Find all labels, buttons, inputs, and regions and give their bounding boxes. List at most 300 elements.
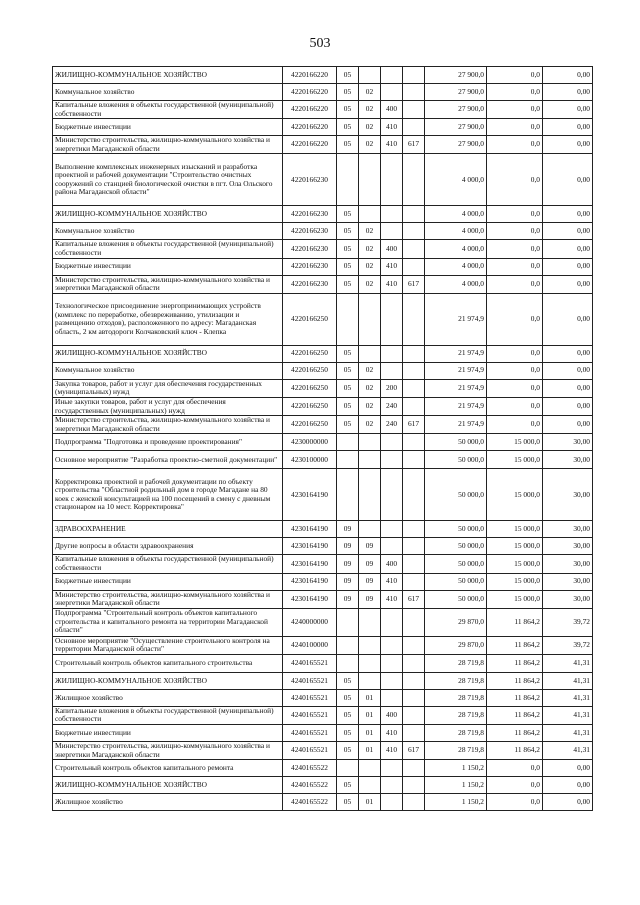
table-row [53, 206, 593, 223]
row-subsection-cell: 02 [359, 84, 381, 101]
row-actual-cell: 0,0 [487, 397, 543, 415]
table-row [53, 223, 593, 240]
row-subsection-cell: 02 [359, 101, 381, 119]
row-ministry-code-cell [403, 636, 425, 654]
row-percent-cell: 30,00 [543, 555, 593, 573]
row-ministry-code-cell [403, 555, 425, 573]
row-actual-cell: 0,0 [487, 206, 543, 223]
row-expense-type-cell [381, 636, 403, 654]
row-section-cell [337, 293, 359, 345]
row-code-cell: 4240165521 [283, 706, 337, 724]
row-expense-type-cell: 400 [381, 101, 403, 119]
table-row [53, 397, 593, 415]
row-name-cell: Капитальные вложения в объекты государственной (муниципальной) собственности [53, 555, 283, 573]
row-section-cell: 05 [337, 84, 359, 101]
row-subsection-cell [359, 654, 381, 672]
row-code-cell: 4220166250 [283, 416, 337, 434]
row-subsection-cell: 09 [359, 590, 381, 608]
row-plan-cell: 4 000,0 [425, 275, 487, 293]
row-actual-cell: 15 000,0 [487, 573, 543, 590]
row-actual-cell: 0,0 [487, 223, 543, 240]
row-subsection-cell: 02 [359, 362, 381, 379]
row-plan-cell: 1 150,2 [425, 777, 487, 794]
row-actual-cell: 0,0 [487, 275, 543, 293]
row-actual-cell: 11 864,2 [487, 672, 543, 689]
row-code-cell: 4240100000 [283, 636, 337, 654]
row-percent-cell: 0,00 [543, 206, 593, 223]
row-percent-cell: 39,72 [543, 636, 593, 654]
row-section-cell: 05 [337, 136, 359, 154]
row-subsection-cell [359, 636, 381, 654]
row-ministry-code-cell [403, 379, 425, 397]
row-plan-cell: 1 150,2 [425, 794, 487, 811]
row-actual-cell: 0,0 [487, 760, 543, 777]
row-code-cell: 4240165522 [283, 794, 337, 811]
row-name-cell: ЖИЛИЩНО-КОММУНАЛЬНОЕ ХОЗЯЙСТВО [53, 345, 283, 362]
table-row [53, 258, 593, 275]
row-actual-cell: 0,0 [487, 293, 543, 345]
row-name-cell: Коммунальное хозяйство [53, 362, 283, 379]
row-expense-type-cell [381, 521, 403, 538]
table-row [53, 469, 593, 521]
row-plan-cell: 50 000,0 [425, 469, 487, 521]
table-row [53, 119, 593, 136]
row-actual-cell: 0,0 [487, 416, 543, 434]
row-subsection-cell: 02 [359, 119, 381, 136]
row-ministry-code-cell [403, 469, 425, 521]
row-section-cell: 05 [337, 706, 359, 724]
row-name-cell: Бюджетные инвестиции [53, 725, 283, 742]
row-actual-cell: 15 000,0 [487, 590, 543, 608]
row-code-cell: 4240000000 [283, 608, 337, 636]
row-plan-cell: 28 719,8 [425, 672, 487, 689]
row-section-cell: 05 [337, 206, 359, 223]
row-subsection-cell [359, 760, 381, 777]
row-name-cell: Закупка товаров, работ и услуг для обеспечения государственных (муниципальных) нужд [53, 379, 283, 397]
row-percent-cell: 39,72 [543, 608, 593, 636]
row-code-cell: 4240165521 [283, 725, 337, 742]
row-ministry-code-cell [403, 119, 425, 136]
row-name-cell: Бюджетные инвестиции [53, 573, 283, 590]
row-code-cell: 4230164190 [283, 555, 337, 573]
table-row [53, 725, 593, 742]
row-actual-cell: 0,0 [487, 67, 543, 84]
row-expense-type-cell: 410 [381, 725, 403, 742]
row-actual-cell: 0,0 [487, 119, 543, 136]
row-expense-type-cell: 410 [381, 590, 403, 608]
row-section-cell [337, 760, 359, 777]
row-code-cell: 4230164190 [283, 469, 337, 521]
row-code-cell: 4240165522 [283, 777, 337, 794]
row-plan-cell: 4 000,0 [425, 154, 487, 206]
row-actual-cell: 11 864,2 [487, 654, 543, 672]
row-plan-cell: 28 719,8 [425, 725, 487, 742]
row-code-cell: 4230164190 [283, 538, 337, 555]
row-plan-cell: 21 974,9 [425, 345, 487, 362]
row-subsection-cell: 02 [359, 275, 381, 293]
row-actual-cell: 0,0 [487, 362, 543, 379]
row-expense-type-cell: 410 [381, 258, 403, 275]
row-subsection-cell: 02 [359, 416, 381, 434]
row-ministry-code-cell [403, 67, 425, 84]
row-percent-cell: 30,00 [543, 521, 593, 538]
row-subsection-cell [359, 672, 381, 689]
row-code-cell: 4220166250 [283, 362, 337, 379]
row-code-cell: 4240165521 [283, 689, 337, 706]
row-expense-type-cell: 240 [381, 416, 403, 434]
row-ministry-code-cell [403, 345, 425, 362]
row-section-cell: 05 [337, 345, 359, 362]
row-section-cell: 05 [337, 223, 359, 240]
row-plan-cell: 1 150,2 [425, 760, 487, 777]
row-subsection-cell [359, 521, 381, 538]
row-actual-cell: 15 000,0 [487, 521, 543, 538]
row-plan-cell: 50 000,0 [425, 590, 487, 608]
row-name-cell: Основное мероприятие "Разработка проектно-сметной документации" [53, 451, 283, 469]
row-name-cell: Жилищное хозяйство [53, 689, 283, 706]
row-ministry-code-cell [403, 538, 425, 555]
row-percent-cell: 30,00 [543, 469, 593, 521]
row-expense-type-cell: 410 [381, 119, 403, 136]
row-percent-cell: 0,00 [543, 416, 593, 434]
row-ministry-code-cell [403, 725, 425, 742]
table-row [53, 521, 593, 538]
row-ministry-code-cell [403, 706, 425, 724]
row-subsection-cell [359, 293, 381, 345]
row-ministry-code-cell: 617 [403, 416, 425, 434]
row-ministry-code-cell [403, 362, 425, 379]
row-expense-type-cell [381, 689, 403, 706]
row-plan-cell: 21 974,9 [425, 416, 487, 434]
row-ministry-code-cell [403, 451, 425, 469]
row-percent-cell: 30,00 [543, 451, 593, 469]
row-section-cell: 05 [337, 777, 359, 794]
table-row [53, 742, 593, 760]
row-subsection-cell [359, 777, 381, 794]
row-expense-type-cell [381, 293, 403, 345]
table-row [53, 101, 593, 119]
row-expense-type-cell: 200 [381, 379, 403, 397]
row-code-cell: 4240165521 [283, 654, 337, 672]
row-actual-cell: 15 000,0 [487, 434, 543, 451]
table-row [53, 416, 593, 434]
row-subsection-cell: 09 [359, 573, 381, 590]
row-ministry-code-cell [403, 434, 425, 451]
row-name-cell: ЖИЛИЩНО-КОММУНАЛЬНОЕ ХОЗЯЙСТВО [53, 67, 283, 84]
row-subsection-cell: 01 [359, 689, 381, 706]
table-row [53, 67, 593, 84]
row-plan-cell: 27 900,0 [425, 67, 487, 84]
row-name-cell: Министерство строительства, жилищно-коммунального хозяйства и энергетики Магаданской области [53, 416, 283, 434]
row-ministry-code-cell [403, 521, 425, 538]
row-code-cell: 4220166250 [283, 345, 337, 362]
row-name-cell: Коммунальное хозяйство [53, 223, 283, 240]
row-percent-cell: 30,00 [543, 538, 593, 555]
row-code-cell: 4220166230 [283, 223, 337, 240]
row-subsection-cell: 01 [359, 706, 381, 724]
row-code-cell: 4220166230 [283, 206, 337, 223]
row-plan-cell: 50 000,0 [425, 521, 487, 538]
row-section-cell: 05 [337, 379, 359, 397]
row-section-cell: 05 [337, 742, 359, 760]
table-row [53, 293, 593, 345]
row-ministry-code-cell: 617 [403, 136, 425, 154]
row-name-cell: Министерство строительства, жилищно-коммунального хозяйства и энергетики Магаданской области [53, 742, 283, 760]
row-ministry-code-cell [403, 223, 425, 240]
row-section-cell: 09 [337, 538, 359, 555]
row-section-cell [337, 636, 359, 654]
row-subsection-cell [359, 154, 381, 206]
row-subsection-cell: 01 [359, 725, 381, 742]
row-section-cell: 05 [337, 240, 359, 258]
row-percent-cell: 0,00 [543, 275, 593, 293]
row-name-cell: ЗДРАВООХРАНЕНИЕ [53, 521, 283, 538]
row-code-cell: 4220166250 [283, 293, 337, 345]
row-expense-type-cell: 400 [381, 555, 403, 573]
table-row [53, 573, 593, 590]
page-number: 503 [309, 36, 331, 51]
row-actual-cell: 15 000,0 [487, 538, 543, 555]
row-percent-cell: 0,00 [543, 293, 593, 345]
row-plan-cell: 27 900,0 [425, 119, 487, 136]
row-subsection-cell [359, 434, 381, 451]
row-name-cell: Жилищное хозяйство [53, 794, 283, 811]
row-code-cell: 4220166220 [283, 119, 337, 136]
table-row [53, 794, 593, 811]
row-percent-cell: 0,00 [543, 67, 593, 84]
row-expense-type-cell [381, 608, 403, 636]
table-row [53, 608, 593, 636]
table-row [53, 362, 593, 379]
row-percent-cell: 30,00 [543, 434, 593, 451]
row-subsection-cell [359, 67, 381, 84]
row-subsection-cell: 01 [359, 794, 381, 811]
row-plan-cell: 29 870,0 [425, 636, 487, 654]
row-section-cell: 05 [337, 725, 359, 742]
row-subsection-cell: 09 [359, 555, 381, 573]
row-ministry-code-cell: 617 [403, 742, 425, 760]
row-actual-cell: 15 000,0 [487, 469, 543, 521]
row-plan-cell: 21 974,9 [425, 293, 487, 345]
row-percent-cell: 0,00 [543, 240, 593, 258]
row-expense-type-cell [381, 223, 403, 240]
row-expense-type-cell [381, 654, 403, 672]
table-row [53, 451, 593, 469]
row-percent-cell: 41,31 [543, 672, 593, 689]
row-section-cell: 05 [337, 275, 359, 293]
row-plan-cell: 21 974,9 [425, 397, 487, 415]
row-name-cell: Строительный контроль объектов капитального строительства [53, 654, 283, 672]
row-actual-cell: 0,0 [487, 154, 543, 206]
row-actual-cell: 11 864,2 [487, 742, 543, 760]
row-name-cell: Корректировка проектной и рабочей документации по объекту строительства "Областной родильный дом в городе Магадане на 80 коек с женской консультацией на 100 посещений в смену с дневным стационаром на 10 мест. Корректировка" [53, 469, 283, 521]
row-percent-cell: 0,00 [543, 397, 593, 415]
row-percent-cell: 41,31 [543, 725, 593, 742]
row-section-cell: 05 [337, 362, 359, 379]
row-name-cell: Иные закупки товаров, работ и услуг для обеспечения государственных (муниципальных) нужд [53, 397, 283, 415]
row-expense-type-cell [381, 362, 403, 379]
row-percent-cell: 30,00 [543, 590, 593, 608]
row-name-cell: Строительный контроль объектов капитального ремонта [53, 760, 283, 777]
table-row [53, 636, 593, 654]
table-row [53, 275, 593, 293]
row-plan-cell: 4 000,0 [425, 206, 487, 223]
row-name-cell: Другие вопросы в области здравоохранения [53, 538, 283, 555]
row-code-cell: 4220166250 [283, 397, 337, 415]
row-plan-cell: 4 000,0 [425, 240, 487, 258]
row-actual-cell: 0,0 [487, 379, 543, 397]
row-plan-cell: 50 000,0 [425, 434, 487, 451]
row-percent-cell: 0,00 [543, 258, 593, 275]
row-code-cell: 4240165522 [283, 760, 337, 777]
row-ministry-code-cell [403, 608, 425, 636]
table-row [53, 689, 593, 706]
row-percent-cell: 0,00 [543, 362, 593, 379]
row-name-cell: Коммунальное хозяйство [53, 84, 283, 101]
budget-table [52, 66, 593, 811]
row-actual-cell: 15 000,0 [487, 451, 543, 469]
row-ministry-code-cell: 617 [403, 275, 425, 293]
row-name-cell: Министерство строительства, жилищно-коммунального хозяйства и энергетики Магаданской области [53, 590, 283, 608]
table-row [53, 706, 593, 724]
row-section-cell: 05 [337, 794, 359, 811]
row-expense-type-cell: 400 [381, 240, 403, 258]
row-subsection-cell [359, 608, 381, 636]
row-code-cell: 4220166230 [283, 240, 337, 258]
row-percent-cell: 0,00 [543, 101, 593, 119]
row-subsection-cell [359, 451, 381, 469]
row-code-cell: 4230164190 [283, 521, 337, 538]
row-section-cell: 05 [337, 101, 359, 119]
row-plan-cell: 28 719,8 [425, 654, 487, 672]
table-row [53, 555, 593, 573]
row-code-cell: 4220166230 [283, 275, 337, 293]
row-ministry-code-cell [403, 672, 425, 689]
row-percent-cell: 0,00 [543, 119, 593, 136]
row-expense-type-cell [381, 760, 403, 777]
row-expense-type-cell [381, 434, 403, 451]
row-plan-cell: 50 000,0 [425, 538, 487, 555]
row-plan-cell: 50 000,0 [425, 573, 487, 590]
row-code-cell: 4240165521 [283, 672, 337, 689]
row-ministry-code-cell [403, 258, 425, 275]
row-actual-cell: 0,0 [487, 101, 543, 119]
row-actual-cell: 0,0 [487, 777, 543, 794]
row-actual-cell: 15 000,0 [487, 555, 543, 573]
row-name-cell: Бюджетные инвестиции [53, 258, 283, 275]
row-name-cell: Капитальные вложения в объекты государственной (муниципальной) собственности [53, 240, 283, 258]
row-ministry-code-cell [403, 397, 425, 415]
row-plan-cell: 27 900,0 [425, 84, 487, 101]
table-row [53, 379, 593, 397]
row-section-cell: 09 [337, 555, 359, 573]
row-actual-cell: 0,0 [487, 84, 543, 101]
row-subsection-cell: 09 [359, 538, 381, 555]
row-name-cell: Бюджетные инвестиции [53, 119, 283, 136]
row-expense-type-cell [381, 794, 403, 811]
row-expense-type-cell [381, 777, 403, 794]
row-expense-type-cell [381, 469, 403, 521]
row-section-cell: 09 [337, 590, 359, 608]
table-row [53, 345, 593, 362]
row-expense-type-cell [381, 84, 403, 101]
row-plan-cell: 28 719,8 [425, 689, 487, 706]
table-row [53, 654, 593, 672]
row-actual-cell: 11 864,2 [487, 608, 543, 636]
row-actual-cell: 0,0 [487, 794, 543, 811]
row-code-cell: 4220166220 [283, 67, 337, 84]
row-name-cell: Подпрограмма "Подготовка и проведение проектирования" [53, 434, 283, 451]
row-actual-cell: 0,0 [487, 136, 543, 154]
row-section-cell: 05 [337, 672, 359, 689]
row-section-cell: 09 [337, 573, 359, 590]
row-expense-type-cell [381, 67, 403, 84]
row-subsection-cell: 02 [359, 258, 381, 275]
row-expense-type-cell: 400 [381, 706, 403, 724]
row-ministry-code-cell [403, 777, 425, 794]
row-code-cell: 4230100000 [283, 451, 337, 469]
row-plan-cell: 28 719,8 [425, 742, 487, 760]
row-subsection-cell [359, 469, 381, 521]
row-section-cell [337, 608, 359, 636]
row-ministry-code-cell [403, 206, 425, 223]
row-percent-cell: 0,00 [543, 136, 593, 154]
row-expense-type-cell [381, 345, 403, 362]
row-ministry-code-cell [403, 240, 425, 258]
row-plan-cell: 50 000,0 [425, 555, 487, 573]
row-actual-cell: 11 864,2 [487, 636, 543, 654]
row-expense-type-cell [381, 538, 403, 555]
row-name-cell: Капитальные вложения в объекты государственной (муниципальной) собственности [53, 101, 283, 119]
row-section-cell: 05 [337, 67, 359, 84]
row-plan-cell: 27 900,0 [425, 101, 487, 119]
row-plan-cell: 28 719,8 [425, 706, 487, 724]
row-percent-cell: 0,00 [543, 777, 593, 794]
row-name-cell: Технологическое присоединение энергопринимающих устройств (комплекс по переработке, обезвреживанию, утилизации и размещению отходов), расположенного по адресу: Магаданская область, 2 км автодороги Колчаковский ключ - Клепка [53, 293, 283, 345]
row-percent-cell: 41,31 [543, 742, 593, 760]
row-expense-type-cell: 410 [381, 573, 403, 590]
row-percent-cell: 0,00 [543, 760, 593, 777]
row-code-cell: 4220166250 [283, 379, 337, 397]
row-ministry-code-cell [403, 293, 425, 345]
row-percent-cell: 0,00 [543, 379, 593, 397]
row-percent-cell: 0,00 [543, 223, 593, 240]
row-plan-cell: 21 974,9 [425, 362, 487, 379]
row-ministry-code-cell: 617 [403, 590, 425, 608]
row-name-cell: ЖИЛИЩНО-КОММУНАЛЬНОЕ ХОЗЯЙСТВО [53, 777, 283, 794]
row-subsection-cell: 02 [359, 136, 381, 154]
row-actual-cell: 11 864,2 [487, 689, 543, 706]
row-name-cell: Капитальные вложения в объекты государственной (муниципальной) собственности [53, 706, 283, 724]
table-row [53, 760, 593, 777]
table-row [53, 136, 593, 154]
row-subsection-cell: 02 [359, 240, 381, 258]
row-expense-type-cell: 410 [381, 275, 403, 293]
row-actual-cell: 0,0 [487, 258, 543, 275]
row-percent-cell: 41,31 [543, 654, 593, 672]
row-percent-cell: 0,00 [543, 84, 593, 101]
row-code-cell: 4220166230 [283, 258, 337, 275]
row-plan-cell: 4 000,0 [425, 258, 487, 275]
row-section-cell: 05 [337, 416, 359, 434]
row-plan-cell: 29 870,0 [425, 608, 487, 636]
row-percent-cell: 0,00 [543, 345, 593, 362]
row-section-cell [337, 469, 359, 521]
row-subsection-cell: 02 [359, 397, 381, 415]
row-section-cell [337, 451, 359, 469]
row-name-cell: Министерство строительства, жилищно-коммунального хозяйства и энергетики Магаданской области [53, 136, 283, 154]
row-expense-type-cell [381, 206, 403, 223]
